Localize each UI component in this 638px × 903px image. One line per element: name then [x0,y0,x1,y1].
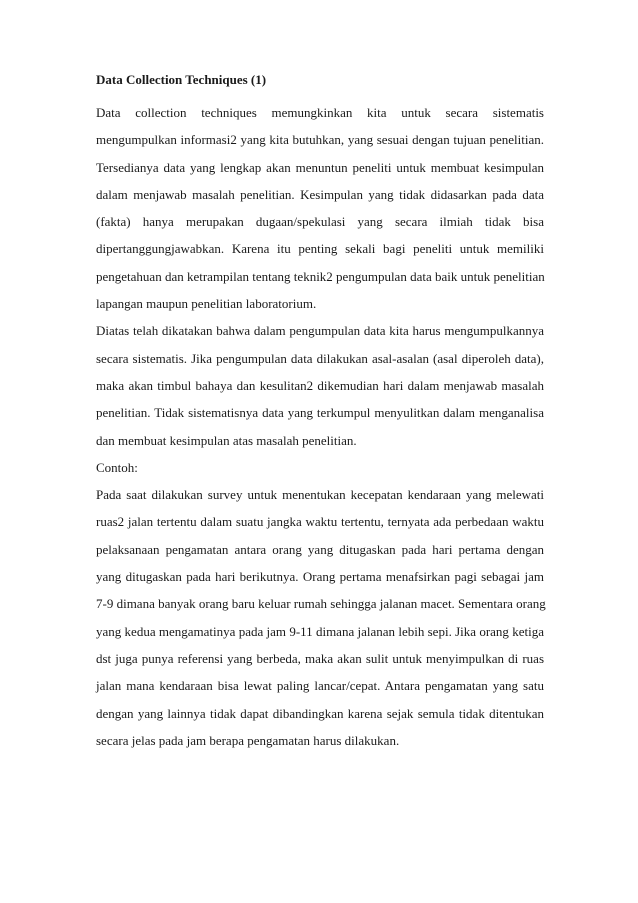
text-line: penelitian. Tidak sistematisnya data yang terkumpul menyulitkan dalam menganalisa [96,405,544,421]
text-line: pengetahuan dan ketrampilan tentang teknik2 pengumpulan data baik untuk penelitian [96,268,545,284]
text-line: dipertanggungjawabkan. Karena itu penting sekali bagi peneliti untuk memiliki [96,241,544,257]
document-title: Data Collection Techniques (1) [96,72,267,87]
text-line: dst juga punya referensi yang berbeda, maka akan sulit untuk menyimpulkan di ruas [96,650,544,666]
paragraph-intro [96,99,544,317]
text-line: dalam menjawab masalah penelitian. Kesimpulan yang tidak didasarkan pada data [96,186,544,202]
text-line: yang ditugaskan pada hari berikutnya. Orang pertama menafsirkan pagi sebagai jam [96,569,544,585]
text-line: dengan yang lainnya tidak dapat dibandingkan karena sejak semula tidak ditentukan [96,705,544,721]
text-line: Tersedianya data yang lengkap akan menuntun peneliti untuk membuat kesimpulan [96,159,544,175]
text-line: secara sistematis. Jika pengumpulan data dilakukan asal-asalan (asal diperoleh data), [96,350,544,366]
text-line: Pada saat dilakukan survey untuk menentukan kecepatan kendaraan yang melewati [96,487,544,503]
paragraph-example [96,481,544,754]
text-line: pelaksanaan pengamatan antara orang yang ditugaskan pada hari pertama dengan [96,541,544,557]
text-line: mengumpulkan informasi2 yang kita butuhkan, yang sesuai dengan tujuan penelitian. [96,132,544,148]
text-line: Data collection techniques memungkinkan kita untuk secara sistematis [96,105,544,120]
text-line: Diatas telah dikatakan bahwa dalam pengumpulan data kita harus mengumpulkannya [96,323,544,339]
paragraph-example-heading [96,454,544,481]
document-page [96,70,544,754]
text-line: ruas2 jalan tertentu dalam suatu jangka waktu tertentu, ternyata ada perbedaan waktu [96,514,544,530]
text-line: maka akan timbul bahaya dan kesulitan2 dikemudian hari dalam menjawab masalah [96,377,544,393]
text-line: yang kedua mengamatinya pada jam 9-11 dimana jalanan lebih sepi. Jika orang ketiga [96,623,544,639]
text-line: 7-9 dimana banyak orang baru keluar rumah sehingga jalanan macet. Sementara orang [96,596,546,612]
text-line: secara jelas pada jam berapa pengamatan harus dilakukan. [96,732,400,748]
text-line: dan membuat kesimpulan atas masalah penelitian. [96,432,357,448]
text-line: Contoh: [96,459,138,475]
text-line: lapangan maupun penelitian laboratorium. [96,296,317,312]
paragraph-systematic [96,317,544,453]
text-line: (fakta) hanya merupakan dugaan/spekulasi yang secara ilmiah tidak bisa [96,214,544,230]
text-line: jalan mana kendaraan bisa lewat paling lancar/cepat. Antara pengamatan yang satu [96,678,544,694]
